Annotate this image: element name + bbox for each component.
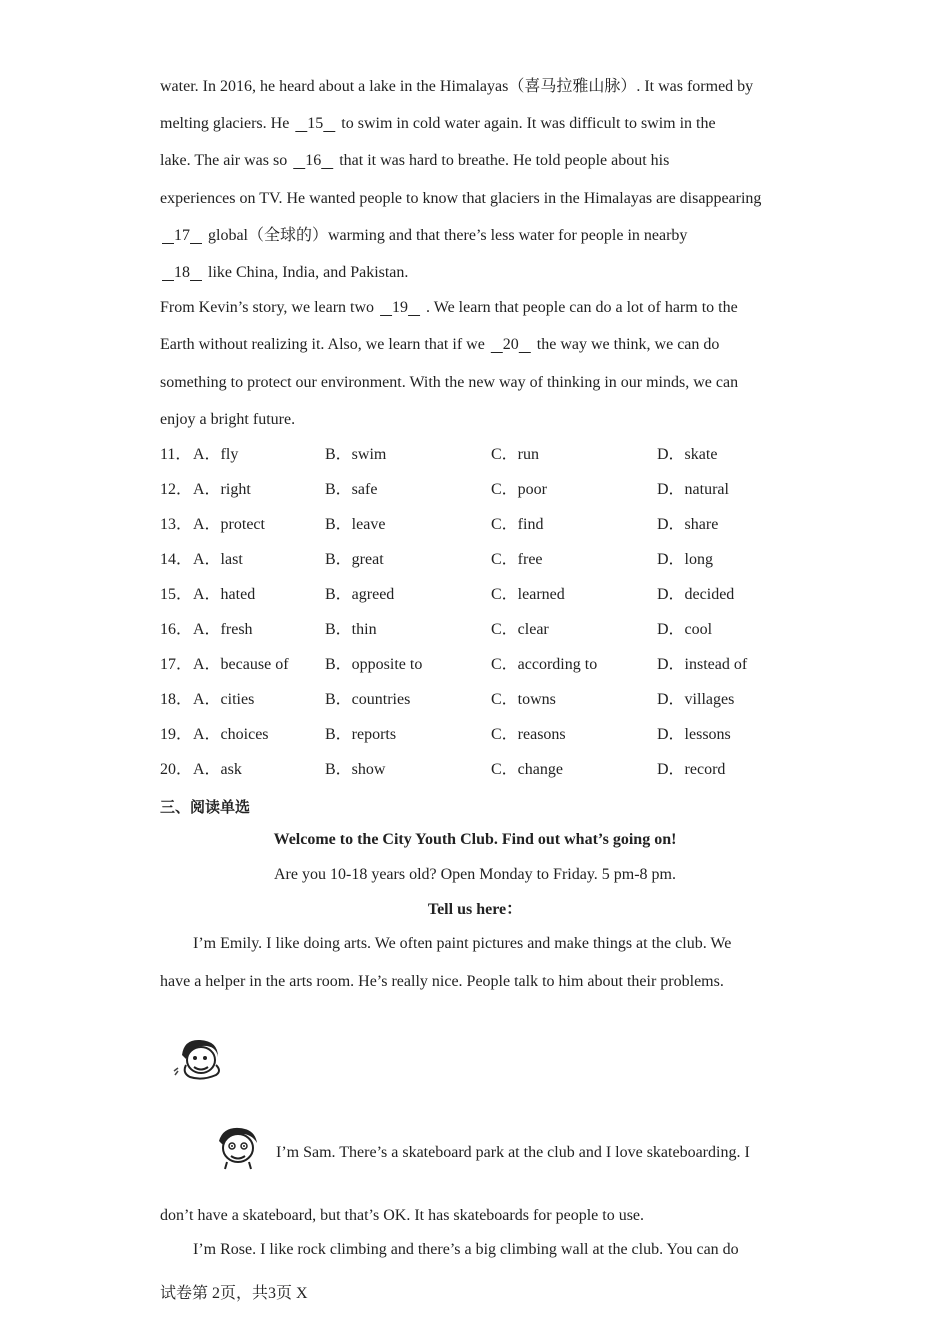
option-d[interactable]: D．share — [657, 516, 719, 533]
option-b[interactable]: B．countries — [325, 691, 411, 708]
option-a[interactable]: A．right — [193, 481, 251, 498]
club-title: Welcome to the City Youth Club. Find out what’s going on! — [273, 831, 677, 848]
option-c[interactable]: C．run — [491, 446, 540, 463]
passage-text: enjoy a bright future. — [160, 411, 296, 428]
passage-line-8 — [160, 334, 719, 356]
club-subtitle: Are you 10-18 years old? Open Monday to Friday. 5 pm-8 pm. — [274, 866, 676, 883]
option-d[interactable]: D．natural — [657, 481, 729, 498]
option-d[interactable]: D．long — [657, 551, 714, 568]
passage-line-1 — [160, 76, 753, 98]
option-d[interactable]: D．lessons — [657, 726, 731, 743]
passage-text: From Kevin’s story, we learn two — [160, 299, 375, 316]
blank-19: 19 — [392, 299, 409, 316]
option-b[interactable]: B．great — [325, 551, 384, 568]
passage-text: Earth without realizing it. Also, we learn that if we — [160, 336, 485, 353]
question-number: 13． — [160, 516, 193, 533]
passage-text: like China, India, and Pakistan. — [208, 264, 409, 281]
option-a[interactable]: A．because of — [193, 656, 289, 673]
option-a[interactable]: A．choices — [193, 726, 269, 743]
option-b[interactable]: B．thin — [325, 621, 377, 638]
option-c[interactable]: C．towns — [491, 691, 556, 708]
question-number: 15． — [160, 586, 193, 603]
question-19 — [160, 724, 820, 746]
option-a[interactable]: A．protect — [193, 516, 265, 533]
sam-line-2: don’t have a skateboard, but that’s OK. It has skateboards for people to use. — [160, 1207, 645, 1224]
passage-line-9 — [160, 372, 738, 394]
option-b[interactable]: B．show — [325, 761, 386, 778]
option-b[interactable]: B．leave — [325, 516, 386, 533]
passage-text: something to protect our environment. With the new way of thinking in our minds, we can — [160, 374, 739, 391]
passage-line-2 — [160, 113, 716, 135]
tell-us-heading: Tell us here： — [427, 901, 523, 918]
question-20 — [160, 759, 820, 781]
passage-line-10 — [160, 409, 295, 431]
option-a[interactable]: A．last — [193, 551, 243, 568]
option-b[interactable]: B．agreed — [325, 586, 395, 603]
option-a[interactable]: A．fresh — [193, 621, 253, 638]
rose-line-1: I’m Rose. I like rock climbing and there’s a big climbing wall at the club. You can do — [193, 1241, 739, 1258]
passage-text: to swim in cold water again. It was difficult to swim in the — [341, 115, 716, 132]
option-a[interactable]: A．ask — [193, 761, 242, 778]
passage-line-3 — [160, 150, 669, 172]
girl-face-icon — [172, 1035, 226, 1081]
option-c[interactable]: C．change — [491, 761, 563, 778]
option-c[interactable]: C．clear — [491, 621, 549, 638]
passage-text: lake. The air was so — [160, 152, 288, 169]
option-c[interactable]: C．learned — [491, 586, 565, 603]
question-13 — [160, 514, 820, 536]
option-a[interactable]: A．cities — [193, 691, 255, 708]
question-11 — [160, 444, 820, 466]
blank-17: 17 — [174, 227, 190, 244]
blank-20: 20 — [502, 336, 519, 353]
passage-text: . We learn that people can do a lot of harm to the — [426, 299, 738, 316]
blank-16: 16 — [305, 152, 322, 169]
passage-line-7 — [160, 297, 738, 319]
option-b[interactable]: B．opposite to — [325, 656, 423, 673]
question-number: 18． — [160, 691, 193, 708]
passage-text: melting glaciers. He — [160, 115, 290, 132]
option-c[interactable]: C．find — [491, 516, 544, 533]
option-c[interactable]: C．free — [491, 551, 543, 568]
passage-line-4 — [160, 188, 761, 210]
passage-line-6 — [160, 262, 408, 284]
page-footer: 试卷第 2页，共3页 X — [160, 1285, 308, 1302]
question-14 — [160, 549, 820, 571]
blank-15: 15 — [307, 115, 324, 132]
question-number: 17． — [160, 656, 193, 673]
option-c[interactable]: C．reasons — [491, 726, 566, 743]
passage-line-5 — [160, 225, 687, 247]
option-c[interactable]: C．poor — [491, 481, 548, 498]
option-b[interactable]: B．safe — [325, 481, 378, 498]
boy-face-icon — [213, 1125, 261, 1171]
question-16 — [160, 619, 820, 641]
option-d[interactable]: D．record — [657, 761, 726, 778]
option-d[interactable]: D．decided — [657, 586, 735, 603]
passage-text: global（全球的）warming and that there’s less water for people in nearby — [208, 227, 688, 244]
option-d[interactable]: D．villages — [657, 691, 735, 708]
option-c[interactable]: C．according to — [491, 656, 598, 673]
passage-text: experiences on TV. He wanted people to know that glaciers in the Himalayas are disappearing — [160, 190, 762, 207]
option-a[interactable]: A．fly — [193, 446, 239, 463]
question-12 — [160, 479, 820, 501]
emily-line-1: I’m Emily. I like doing arts. We often paint pictures and make things at the club. We — [193, 935, 732, 952]
passage-text: water. In 2016, he heard about a lake in the Himalayas（喜马拉雅山脉）. It was formed by — [160, 78, 754, 95]
question-number: 19． — [160, 726, 193, 743]
question-18 — [160, 689, 820, 711]
question-15 — [160, 584, 820, 606]
blank-18: 18 — [174, 264, 190, 281]
question-number: 11． — [160, 446, 192, 463]
option-d[interactable]: D．skate — [657, 446, 718, 463]
emily-line-2: have a helper in the arts room. He’s really nice. People talk to him about their problems. — [160, 973, 724, 990]
option-d[interactable]: D．instead of — [657, 656, 748, 673]
question-number: 20． — [160, 761, 193, 778]
passage-text: that it was hard to breathe. He told people about his — [339, 152, 670, 169]
option-b[interactable]: B．reports — [325, 726, 397, 743]
sam-line-1: I’m Sam. There’s a skateboard park at the club and I love skateboarding. I — [276, 1144, 750, 1161]
option-d[interactable]: D．cool — [657, 621, 713, 638]
question-number: 16． — [160, 621, 193, 638]
question-number: 14． — [160, 551, 193, 568]
option-a[interactable]: A．hated — [193, 586, 256, 603]
option-b[interactable]: B．swim — [325, 446, 387, 463]
question-17 — [160, 654, 820, 676]
question-number: 12． — [160, 481, 193, 498]
passage-text: the way we think, we can do — [536, 336, 720, 353]
section-heading: 三、阅读单选 — [160, 798, 251, 816]
